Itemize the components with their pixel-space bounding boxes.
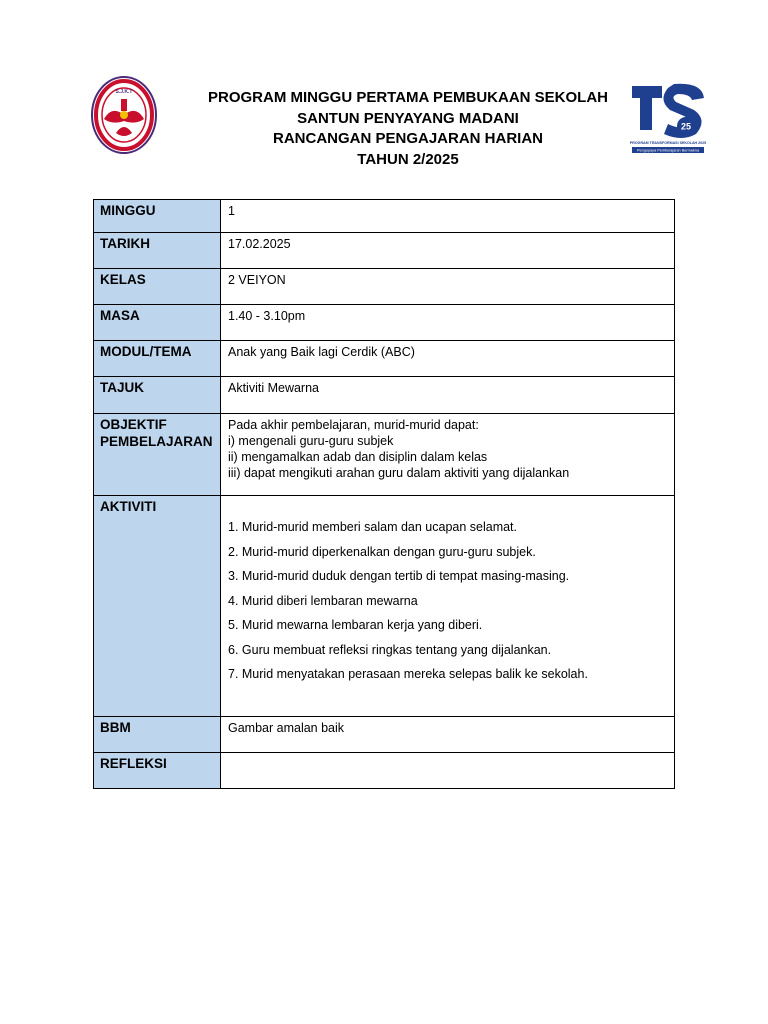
document-header [0,0,768,190]
row-value: Aktiviti Mewarna [221,377,675,414]
row-label: TARIKH [94,233,221,269]
row-label: MASA [94,305,221,341]
title-line-4: TAHUN 2/2025 [357,150,459,168]
ts25-tagline: Pengupaya Pembelajaran Bermakna [636,148,700,153]
school-crest-icon [90,75,158,155]
title-line-3: RANCANGAN PENGAJARAN HARIAN [272,130,543,147]
table-row-aktiviti [94,496,675,717]
aktiviti-value [221,496,675,717]
row-label: KELAS [94,269,221,305]
table-row-objektif [94,414,675,496]
bbm-value: Gambar amalan baik [221,717,675,753]
objektif-line: iii) dapat mengikuti arahan guru dalam aktiviti yang dijalankan [228,466,570,480]
objektif-value [221,414,675,496]
list-item: 7. Murid menyatakan perasaan mereka selepas balik ke sekolah. [228,667,588,681]
table-row-tarikh [94,233,675,269]
list-item: 5. Murid mewarna lembaran kerja yang diberi. [228,618,483,632]
refleksi-label: REFLEKSI [94,753,221,789]
refleksi-value [221,753,675,789]
table-row-tajuk [94,377,675,414]
row-label: TAJUK [94,377,221,414]
objektif-line: ii) mengamalkan adab dan disiplin dalam kelas [228,450,488,464]
bbm-label: BBM [94,717,221,753]
document-title [170,88,646,170]
aktiviti-label: AKTIVITI [94,496,221,717]
crest-text: S.J.K.T [115,89,133,95]
row-value: 2 VEIYON [221,269,675,305]
row-value: 17.02.2025 [221,233,675,269]
table-row-bbm [94,717,675,753]
list-item: 3. Murid-murid duduk dengan tertib di tempat masing-masing. [228,569,570,583]
table-row-kelas [94,269,675,305]
lesson-plan-table [93,199,675,789]
table-row-masa [94,305,675,341]
objektif-label-line-1: OBJEKTIF [100,417,167,432]
objektif-label [94,414,221,496]
objektif-line: i) mengenali guru-guru subjek [228,434,394,448]
title-line-1: PROGRAM MINGGU PERTAMA PEMBUKAAN SEKOLAH [208,89,608,106]
objektif-label-line-2: PEMBELAJARAN [100,434,213,449]
row-value: 1.40 - 3.10pm [221,305,675,341]
row-value: 1 [221,200,675,233]
table-row-refleksi [94,753,675,789]
list-item: 2. Murid-murid diperkenalkan dengan guru-guru subjek. [228,544,536,559]
ts25-caption: PROGRAM TRANSFORMASI SEKOLAH 2025 [629,141,707,145]
objektif-line: Pada akhir pembelajaran, murid-murid dapat: [228,418,479,432]
svg-text:25: 25 [680,121,692,132]
table-row-minggu [94,200,675,233]
list-item: 1. Murid-murid memberi salam dan ucapan selamat. [228,520,518,534]
row-label: MINGGU [94,200,221,233]
row-value: Anak yang Baik lagi Cerdik (ABC) [221,341,675,377]
ts25-logo-icon [628,80,708,156]
table-row-modul [94,341,675,377]
row-label: MODUL/TEMA [94,341,221,377]
aktiviti-list [228,499,674,682]
title-line-2: SANTUN PENYAYANG MADANI [297,109,519,127]
list-item: 4. Murid diberi lembaran mewarna [228,593,418,608]
list-item: 6. Guru membuat refleksi ringkas tentang yang dijalankan. [228,642,552,657]
